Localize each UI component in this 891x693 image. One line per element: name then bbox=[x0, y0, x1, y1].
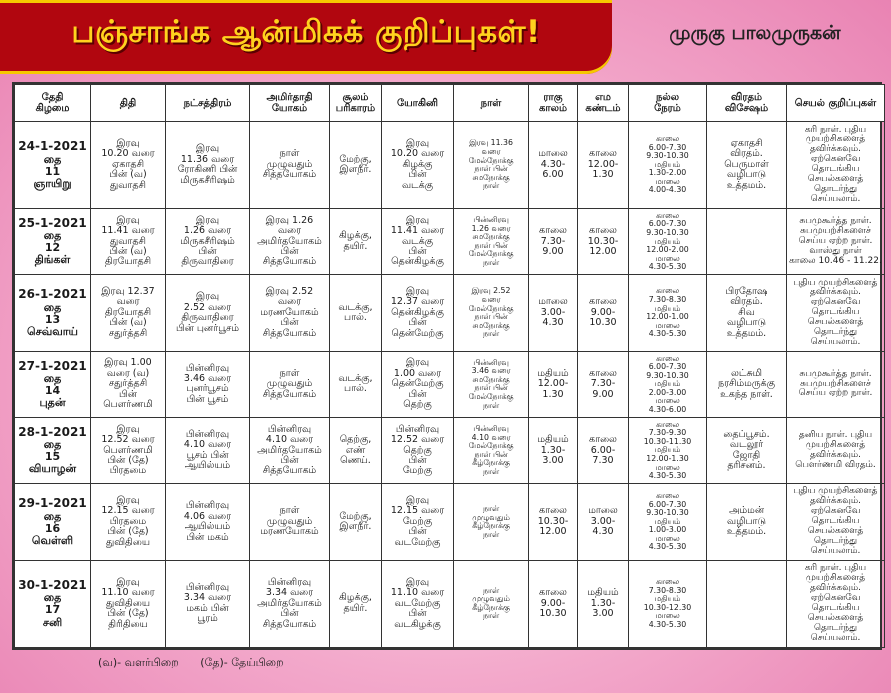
day-number: 11 bbox=[44, 164, 61, 178]
title-banner bbox=[0, 0, 612, 74]
table-row bbox=[15, 418, 885, 484]
ema-kandam-cell: மாலை 3.00- 4.30 bbox=[578, 484, 629, 560]
date-text: 30-1-2021 bbox=[18, 578, 87, 593]
nalla-neram-cell: காலை 6.00-7.30 9.30-10.30 மதியம் 12.00-2.00 மாலை 4.30-5.30 bbox=[629, 209, 707, 275]
yogini-cell: இரவு 11.10 வரை வடமேற்கு பின் வடகிழக்கு bbox=[382, 560, 454, 647]
ema-kandam-cell: மதியம் 1.30- 3.00 bbox=[578, 560, 629, 647]
viratham-cell bbox=[707, 560, 787, 647]
yogam-cell: நாள் முழுவதும் சித்தயோகம் bbox=[250, 122, 330, 209]
yogini-cell: இரவு 1.00 வரை தென்மேற்கு பின் தெற்கு bbox=[382, 351, 454, 417]
tithi-cell: இரவு 12.37 வரை திரயோதசி பின் (வ) சதுர்த்தசி bbox=[91, 275, 166, 351]
column-header: சூலம் பரிகாரம் bbox=[330, 85, 382, 122]
date-text: 26-1-2021 bbox=[18, 287, 87, 302]
soolam-cell: தெற்கு, எண் ணெய். bbox=[330, 418, 382, 484]
yogini-cell: இரவு 11.41 வரை வடக்கு பின் தென்கிழக்கு bbox=[382, 209, 454, 275]
column-header: விரதம் விசேஷம் bbox=[707, 85, 787, 122]
rahu-kalam-cell: காலை 10.30- 12.00 bbox=[529, 484, 578, 560]
page-title: பஞ்சாங்க ஆன்மிகக் குறிப்புகள்! bbox=[71, 14, 541, 50]
tithi-cell: இரவு 10.20 வரை ஏகாதசி பின் (வ) துவாதசி bbox=[91, 122, 166, 209]
date-cell bbox=[15, 275, 91, 351]
naal-cell: நாள் முழுவதும் கீழ்நோக்கு நாள் bbox=[454, 484, 529, 560]
column-header: தேதி கிழமை bbox=[15, 85, 91, 122]
viratham-cell: பிரதோஷ விரதம். சிவ வழிபாடு உத்தமம். bbox=[707, 275, 787, 351]
table-row bbox=[15, 560, 885, 647]
panchangam-table-wrapper bbox=[12, 82, 882, 650]
ema-kandam-cell: காலை 9.00- 10.30 bbox=[578, 275, 629, 351]
notes-cell: கரி நாள். புதிய முயற்சிகளைத் தவிர்க்கவும். ஏற்கெனவே தொடங்கிய செயல்களைத் தொடர்ந்து செய்யலாம். bbox=[787, 560, 885, 647]
column-header: யோகினி bbox=[382, 85, 454, 122]
weekday-text: புதன் bbox=[39, 396, 66, 410]
notes-cell: புதிய முயற்சிகளைத் தவிர்க்கவும். ஏற்கெனவே தொடங்கிய செயல்களைத் தொடர்ந்து செய்யலாம். bbox=[787, 275, 885, 351]
naal-cell: நாள் முழுவதும் கீழ்நோக்கு நாள் bbox=[454, 560, 529, 647]
legend-valarpirai: (வ)- வளர்பிறை bbox=[98, 656, 179, 669]
ema-kandam-cell: காலை 6.00- 7.30 bbox=[578, 418, 629, 484]
panchangam-table bbox=[14, 84, 885, 648]
month-text: தை bbox=[43, 152, 62, 166]
notes-cell: புதிய முயற்சிகளைத் தவிர்க்கவும். ஏற்கெனவே தொடங்கிய செயல்களைத் தொடர்ந்து செய்யலாம். bbox=[787, 484, 885, 560]
date-cell bbox=[15, 484, 91, 560]
date-cell bbox=[15, 351, 91, 417]
date-cell bbox=[15, 122, 91, 209]
nalla-neram-cell: காலை 7.30-8.30 மதியம் 10.30-12.30 மாலை 4.30-5.30 bbox=[629, 560, 707, 647]
table-row bbox=[15, 122, 885, 209]
legend-theipirai: (தே)- தேய்பிறை bbox=[200, 656, 284, 669]
soolam-cell: மேற்கு, இளநீர். bbox=[330, 484, 382, 560]
soolam-cell: மேற்கு, இளநீர். bbox=[330, 122, 382, 209]
header-row bbox=[15, 85, 885, 122]
month-text: தை bbox=[43, 300, 62, 314]
nakshatra-cell: பின்னிரவு 4.06 வரை ஆயில்யம் பின் மகம் bbox=[166, 484, 250, 560]
notes-cell: சுபமுகூர்த்த நாள். சுபமுயற்சிகளைச் செய்ய ஏற்ற நாள். bbox=[787, 351, 885, 417]
yogam-cell: இரவு 1.26 வரை அமிர்தயோகம் பின் சித்தயோகம் bbox=[250, 209, 330, 275]
rahu-kalam-cell: காலை 9.00- 10.30 bbox=[529, 560, 578, 647]
tithi-cell: இரவு 1.00 வரை (வ) சதுர்த்தசி பின் பௌர்ணமி bbox=[91, 351, 166, 417]
yogam-cell: நாள் முழுவதும் மரணயோகம் bbox=[250, 484, 330, 560]
tithi-cell: இரவு 12.15 வரை பிரதமை பின் (தே) துவிதியை bbox=[91, 484, 166, 560]
day-number: 15 bbox=[44, 450, 61, 464]
weekday-text: வெள்ளி bbox=[31, 533, 74, 547]
date-text: 29-1-2021 bbox=[18, 496, 87, 511]
tithi-cell: இரவு 11.10 வரை துவிதியை பின் (தே) திரிதியை bbox=[91, 560, 166, 647]
date-text: 27-1-2021 bbox=[18, 358, 87, 373]
soolam-cell: கிழக்கு, தயிர். bbox=[330, 209, 382, 275]
month-text: தை bbox=[43, 509, 62, 523]
soolam-cell: வடக்கு, பால். bbox=[330, 351, 382, 417]
nakshatra-cell: பின்னிரவு 3.46 வரை புனர்பூசம் பின் பூசம் bbox=[166, 351, 250, 417]
month-text: தை bbox=[43, 371, 62, 385]
soolam-cell: வடக்கு, பால். bbox=[330, 275, 382, 351]
naal-cell: பின்னிரவு 4.10 வரை மேல்நோக்கு நாள் பின் கீழ்நோக்கு நாள் bbox=[454, 418, 529, 484]
day-number: 12 bbox=[44, 241, 61, 255]
viratham-cell: அம்மன் வழிபாடு உத்தமம். bbox=[707, 484, 787, 560]
author-name: முருகு பாலமுருகன் bbox=[669, 22, 841, 44]
yogam-cell: பின்னிரவு 4.10 வரை அமிர்தயோகம் பின் சித்தயோகம் bbox=[250, 418, 330, 484]
weekday-text: ஞாயிறு bbox=[33, 176, 72, 190]
month-text: தை bbox=[43, 438, 62, 452]
month-text: தை bbox=[43, 591, 62, 605]
rahu-kalam-cell: மதியம் 12.00- 1.30 bbox=[529, 351, 578, 417]
column-header: ராகு காலம் bbox=[529, 85, 578, 122]
tithi-cell: இரவு 12.52 வரை பௌர்ணமி பின் (தே) பிரதமை bbox=[91, 418, 166, 484]
yogini-cell: பின்னிரவு 12.52 வரை தெற்கு பின் மேற்கு bbox=[382, 418, 454, 484]
date-cell bbox=[15, 209, 91, 275]
yogini-cell: இரவு 12.15 வரை மேற்கு பின் வடமேற்கு bbox=[382, 484, 454, 560]
table-row bbox=[15, 275, 885, 351]
viratham-cell: ஏகாதசி விரதம். பெருமாள் வழிபாடு உத்தமம். bbox=[707, 122, 787, 209]
weekday-text: வியாழன் bbox=[28, 462, 77, 476]
nalla-neram-cell: காலை 6.00-7.30 9.30-10.30 மதியம் 1.30-2.00 மாலை 4.00-4.30 bbox=[629, 122, 707, 209]
rahu-kalam-cell: மாலை 4.30- 6.00 bbox=[529, 122, 578, 209]
column-header: அமிர்தாதி யோகம் bbox=[250, 85, 330, 122]
day-number: 17 bbox=[44, 603, 61, 617]
date-text: 24-1-2021 bbox=[18, 139, 87, 154]
legend bbox=[98, 656, 284, 671]
tithi-cell: இரவு 11.41 வரை துவாதசி பின் (வ) திரயோதசி bbox=[91, 209, 166, 275]
nalla-neram-cell: காலை 7.30-8.30 மதியம் 12.00-1.00 மாலை 4.30-5.30 bbox=[629, 275, 707, 351]
weekday-text: சனி bbox=[42, 615, 63, 629]
rahu-kalam-cell: காலை 7.30- 9.00 bbox=[529, 209, 578, 275]
yogini-cell: இரவு 10.20 வரை கிழக்கு பின் வடக்கு bbox=[382, 122, 454, 209]
viratham-cell: தைப்பூசம். வடலூர் ஜோதி தரிசனம். bbox=[707, 418, 787, 484]
yogam-cell: இரவு 2.52 வரை மரணயோகம் பின் சித்தயோகம் bbox=[250, 275, 330, 351]
date-cell bbox=[15, 418, 91, 484]
column-header: செயல் குறிப்புகள் bbox=[787, 85, 885, 122]
notes-cell: கரி நாள். புதிய முயற்சிகளைத் தவிர்க்கவும். ஏற்கெனவே தொடங்கிய செயல்களைத் தொடர்ந்து செய்யலாம். bbox=[787, 122, 885, 209]
day-number: 16 bbox=[44, 521, 61, 535]
viratham-cell: லட்சுமி நரசிம்மருக்கு உகந்த நாள். bbox=[707, 351, 787, 417]
column-header: நல்ல நேரம் bbox=[629, 85, 707, 122]
nalla-neram-cell: காலை 6.00-7.30 9.30-10.30 மதியம் 1.00-3.00 மாலை 4.30-5.30 bbox=[629, 484, 707, 560]
nakshatra-cell: இரவு 11.36 வரை ரோகிணி பின் மிருகசீரிஷம் bbox=[166, 122, 250, 209]
date-text: 28-1-2021 bbox=[18, 425, 87, 440]
column-header: எம கண்டம் bbox=[578, 85, 629, 122]
ema-kandam-cell: காலை 10.30- 12.00 bbox=[578, 209, 629, 275]
nalla-neram-cell: காலை 6.00-7.30 9.30-10.30 மதியம் 2.00-3.00 மாலை 4.30-6.00 bbox=[629, 351, 707, 417]
viratham-cell bbox=[707, 209, 787, 275]
column-header: நாள் bbox=[454, 85, 529, 122]
yogini-cell: இரவு 12.37 வரை தென்கிழக்கு பின் தென்மேற்கு bbox=[382, 275, 454, 351]
naal-cell: பின்னிரவு 3.46 வரை சமநோக்கு நாள் பின் மேல்நோக்கு நாள் bbox=[454, 351, 529, 417]
nakshatra-cell: இரவு 1.26 வரை மிருகசீரிஷம் பின் திருவாதிரை bbox=[166, 209, 250, 275]
notes-cell: தனிய நாள். புதிய முயற்சிகளைத் தவிர்க்கவும். பௌர்ணமி விரதம். bbox=[787, 418, 885, 484]
table-row bbox=[15, 351, 885, 417]
ema-kandam-cell: காலை 7.30- 9.00 bbox=[578, 351, 629, 417]
table-row bbox=[15, 209, 885, 275]
column-header: திதி bbox=[91, 85, 166, 122]
date-cell bbox=[15, 560, 91, 647]
table-row bbox=[15, 484, 885, 560]
notes-cell: சுபமுகூர்த்த நாள். சுபமுயற்சிகளைச் செய்ய ஏற்ற நாள். வாஸ்து நாள் காலை 10.46 - 11.22. bbox=[787, 209, 885, 275]
weekday-text: செவ்வாய் bbox=[27, 324, 78, 338]
nalla-neram-cell: காலை 7.30-9.30 10.30-11.30 மதியம் 12.00-1.30 மாலை 4.30-5.30 bbox=[629, 418, 707, 484]
column-header: நட்சத்திரம் bbox=[166, 85, 250, 122]
date-text: 25-1-2021 bbox=[18, 216, 87, 231]
weekday-text: திங்கள் bbox=[34, 253, 71, 267]
rahu-kalam-cell: மாலை 3.00- 4.30 bbox=[529, 275, 578, 351]
month-text: தை bbox=[43, 229, 62, 243]
naal-cell: இரவு 11.36 வரை மேல்நோக்கு நாள் பின் சமநோக்கு நாள் bbox=[454, 122, 529, 209]
nakshatra-cell: பின்னிரவு 4.10 வரை பூசம் பின் ஆயில்யம் bbox=[166, 418, 250, 484]
ema-kandam-cell: காலை 12.00- 1.30 bbox=[578, 122, 629, 209]
day-number: 13 bbox=[44, 312, 61, 326]
nakshatra-cell: இரவு 2.52 வரை திருவாதிரை பின் புனர்பூசம் bbox=[166, 275, 250, 351]
soolam-cell: கிழக்கு, தயிர். bbox=[330, 560, 382, 647]
nakshatra-cell: பின்னிரவு 3.34 வரை மகம் பின் பூரம் bbox=[166, 560, 250, 647]
naal-cell: இரவு 2.52 வரை மேல்நோக்கு நாள் பின் சமநோக்கு நாள் bbox=[454, 275, 529, 351]
yogam-cell: பின்னிரவு 3.34 வரை அமிர்தயோகம் பின் சித்தயோகம் bbox=[250, 560, 330, 647]
naal-cell: பின்னிரவு 1.26 வரை சமநோக்கு நாள் பின் மேல்நோக்கு நாள் bbox=[454, 209, 529, 275]
table-body bbox=[15, 122, 885, 648]
rahu-kalam-cell: மதியம் 1.30- 3.00 bbox=[529, 418, 578, 484]
yogam-cell: நாள் முழுவதும் சித்தயோகம் bbox=[250, 351, 330, 417]
day-number: 14 bbox=[44, 384, 61, 398]
